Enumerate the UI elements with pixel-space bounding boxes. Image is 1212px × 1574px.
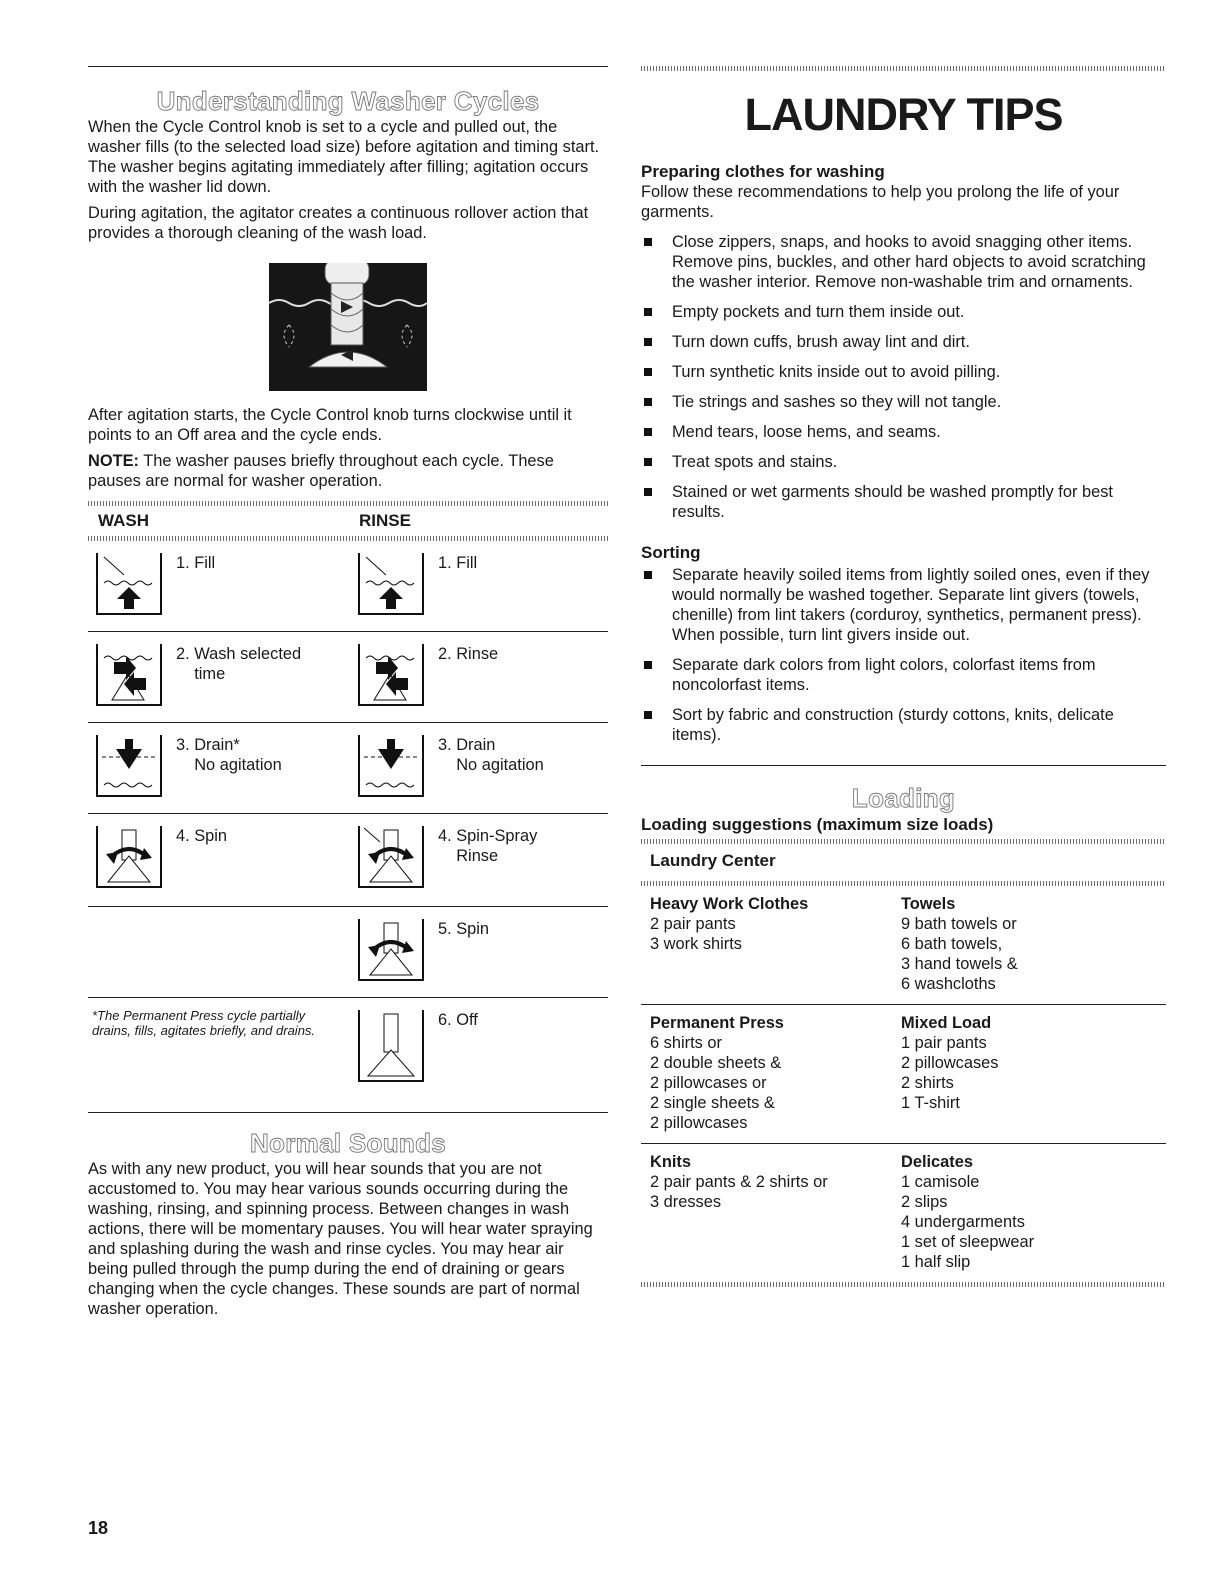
preparing-intro: Follow these recommendations to help you prolong the life of your garments. — [641, 183, 1120, 221]
laundry-center-header: Laundry Center — [650, 851, 776, 870]
cycle-row-final-spin — [88, 906, 608, 997]
load-row-knits-delicates — [641, 1144, 1166, 1282]
section-divider — [88, 66, 608, 67]
note-text: The washer pauses briefly throughout each cycle. These pauses are normal for washer operation. — [88, 452, 554, 490]
rinse-spin-spray-label: 4. Spin-Spray Rinse — [438, 827, 538, 865]
rinse-fill-label: 1. Fill — [438, 554, 478, 572]
list-item: Sort by fabric and construction (sturdy cottons, knits, delicate items). — [641, 705, 1166, 745]
heavy-work-clothes-text: 2 pair pants 3 work shirts — [650, 915, 742, 953]
rinse-spin-spray-step — [358, 826, 537, 888]
right-column — [641, 66, 1166, 1287]
understanding-washer-cycles-title: Understanding Washer Cycles — [156, 86, 540, 116]
loading-title: Loading — [851, 783, 956, 813]
rinse-label: 2. Rinse — [438, 645, 499, 663]
left-column — [88, 66, 608, 1319]
spin-icon — [96, 826, 162, 888]
fill-icon — [96, 553, 162, 615]
towels-heading: Towels — [901, 895, 956, 913]
sorting-list — [641, 565, 1166, 745]
permanent-press-footnote: *The Permanent Press cycle partially drains, fills, agitates briefly, and drains. — [92, 1008, 316, 1038]
wash-spin-step — [96, 826, 227, 888]
normal-sounds-paragraph: As with any new product, you will hear sounds that you are not accustomed to. You may hear various sounds occurring during the washing, rinsing, and spinning process. Between changes in wash actions, there will be momentary pauses. You will hear water spraying and splashing during the wash and rinse cycles. You may hear air being pulled through the pump during the end of draining or gears changing when the cycle changes. These sounds are part of normal washer operation. — [88, 1160, 593, 1318]
spin-icon — [358, 919, 424, 981]
off-step — [358, 1010, 478, 1082]
list-item: Tie strings and sashes so they will not tangle. — [641, 392, 1166, 412]
spin-spray-icon — [358, 826, 424, 888]
wash-header: WASH — [98, 511, 149, 530]
heavy-work-clothes-heading: Heavy Work Clothes — [650, 895, 809, 913]
wash-fill-label: 1. Fill — [176, 554, 216, 572]
knits-heading: Knits — [650, 1153, 691, 1171]
agitation-paragraph: During agitation, the agitator creates a continuous rollover action that provides a thorough cleaning of the wash load. — [88, 204, 589, 242]
cycle-intro-paragraph: When the Cycle Control knob is set to a cycle and pulled out, the washer fills (to the selected load size) before agitation and timing start. The washer begins agitating immediately after filling; agitation occurs with the washer lid down. — [88, 118, 600, 196]
drain-icon — [96, 735, 162, 797]
note-label: NOTE: — [88, 452, 139, 470]
preparing-clothes-heading: Preparing clothes for washing — [641, 162, 885, 181]
list-item: Mend tears, loose hems, and seams. — [641, 422, 1166, 442]
dotted-divider — [641, 839, 1166, 844]
section-divider — [88, 1112, 608, 1113]
list-item: Turn down cuffs, brush away lint and dirt. — [641, 332, 1166, 352]
rinse-header: RINSE — [359, 511, 411, 530]
sorting-heading: Sorting — [641, 543, 701, 562]
page-number: 18 — [88, 1518, 109, 1538]
normal-sounds-title: Normal Sounds — [249, 1128, 447, 1158]
list-item: Treat spots and stains. — [641, 452, 1166, 472]
rinse-fill-step — [358, 553, 477, 615]
agitator-drawing — [269, 263, 427, 391]
permanent-press-text: 6 shirts or 2 double sheets & 2 pillowcases or 2 single sheets & 2 pillowcases — [650, 1034, 782, 1132]
dotted-divider — [641, 881, 1166, 886]
after-agitation-paragraph: After agitation starts, the Cycle Control knob turns clockwise until it points to an Off area and the cycle ends. — [88, 406, 572, 444]
permanent-press-heading: Permanent Press — [650, 1014, 784, 1032]
preparing-list — [641, 232, 1166, 522]
list-item: Stained or wet garments should be washed promptly for best results. — [641, 482, 1166, 522]
wash-drain-step — [96, 735, 282, 797]
wash-spin-label: 4. Spin — [176, 827, 228, 845]
off-label: 6. Off — [438, 1011, 478, 1029]
dotted-divider — [641, 66, 1166, 71]
cycle-table-header — [88, 506, 608, 536]
agitator-illustration — [269, 263, 427, 391]
mixed-load-heading: Mixed Load — [901, 1014, 992, 1032]
delicates-heading: Delicates — [901, 1153, 973, 1171]
rinse-agitate-step — [358, 644, 498, 706]
dotted-divider — [88, 501, 608, 506]
wash-selected-time-label: 2. Wash selected time — [176, 645, 302, 683]
cycle-row-agitate — [88, 631, 608, 722]
load-row-permanent-mixed — [641, 1005, 1166, 1143]
cycle-row-drain — [88, 722, 608, 813]
cycle-row-spin — [88, 813, 608, 906]
laundry-tips-title: LAUNDRY TIPS — [744, 89, 1063, 140]
list-item: Separate dark colors from light colors, colorfast items from noncolorfast items. — [641, 655, 1166, 695]
list-item: Empty pockets and turn them inside out. — [641, 302, 1166, 322]
list-item: Close zippers, snaps, and hooks to avoid snagging other items. Remove pins, buckles, and other hard objects to avoid scratching the washer interior. Remove non-washable trim and ornaments. — [641, 232, 1166, 292]
dotted-divider — [641, 1282, 1166, 1287]
drain-icon — [358, 735, 424, 797]
agitate-icon — [96, 644, 162, 706]
rinse-spin-step — [358, 919, 489, 981]
list-item: Turn synthetic knits inside out to avoid pilling. — [641, 362, 1166, 382]
cycle-row-off — [88, 997, 608, 1098]
list-item: Separate heavily soiled items from lightly soiled ones, even if they would normally be washed together. Separate lint givers (towels, chenille) from lint takers (corduroy, synthetics, permanent press). When possible, turn lint givers inside out. — [641, 565, 1166, 645]
wash-fill-step — [96, 553, 215, 615]
delicates-text: 1 camisole 2 slips 4 undergarments 1 set of sleepwear 1 half slip — [901, 1173, 1035, 1271]
load-row-heavy-towels — [641, 886, 1166, 1004]
rinse-drain-label: 3. Drain No agitation — [438, 736, 544, 774]
wash-drain-label: 3. Drain* No agitation — [176, 736, 282, 774]
towels-text: 9 bath towels or 6 bath towels, 3 hand towels & 6 washcloths — [901, 915, 1018, 993]
mixed-load-text: 1 pair pants 2 pillowcases 2 shirts 1 T-shirt — [901, 1034, 999, 1112]
agitate-icon — [358, 644, 424, 706]
rinse-drain-step — [358, 735, 544, 797]
loading-suggestions-heading: Loading suggestions (maximum size loads) — [641, 815, 994, 834]
rinse-final-spin-label: 5. Spin — [438, 920, 490, 938]
wash-agitate-step — [96, 644, 301, 706]
note-paragraph — [88, 451, 608, 491]
cycle-row-fill — [88, 541, 608, 631]
knits-text: 2 pair pants & 2 shirts or 3 dresses — [650, 1173, 828, 1211]
fill-icon — [358, 553, 424, 615]
off-icon — [358, 1010, 424, 1082]
section-divider — [641, 765, 1166, 766]
